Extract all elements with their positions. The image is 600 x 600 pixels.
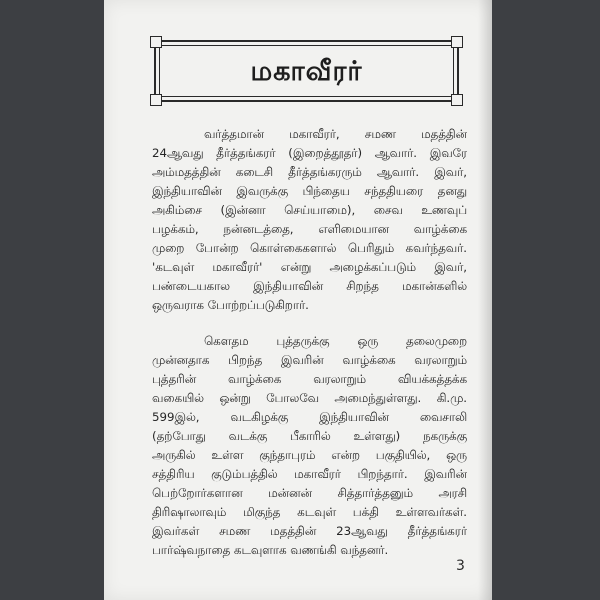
text-line: முன்னதாக பிறந்த இவரின் வாழ்க்கை வரலாறும் <box>152 353 467 367</box>
frame-corner-ornament <box>150 36 162 48</box>
book-page <box>104 0 492 600</box>
page-title: மகாவீரர் <box>250 56 363 87</box>
frame-corner-ornament <box>150 94 162 106</box>
text-line: இவர்கள் சமண மதத்தின் 23ஆவது தீர்த்தங்கரர் <box>152 524 467 538</box>
text-line: முறை போன்ற கொள்கைகளால் பெரிதும் கவர்ந்தவர். <box>152 241 467 255</box>
text-line: இந்தியாவின் இவருக்கு பிந்தைய சந்ததியரை தனது <box>152 184 467 198</box>
text-line: பழக்கம், நன்னடத்தை, எளிமையான வாழ்க்கை <box>152 222 467 236</box>
frame-corner-ornament <box>451 94 463 106</box>
text-line: 'கடவுள் மகாவீரர்' என்று அழைக்கப்படும் இவர், <box>152 260 467 274</box>
text-line: 599இல், வடகிழக்கு இந்தியாவின் வைசாலி <box>152 410 467 424</box>
text-line: (தற்போது வடக்கு பீகாரில் உள்ளது) நகருக்கு <box>152 429 467 443</box>
text-line: கௌதம புத்தருக்கு ஒரு தலைமுறை <box>204 334 467 348</box>
text-line: பார்ஷ்வநாதை கடவுளாக வணங்கி வந்தனர். <box>152 543 389 557</box>
text-line: பெற்றோர்களான மன்னன் சித்தார்த்தனும் அரசி <box>152 486 467 500</box>
page-gutter-shadow <box>478 0 492 600</box>
text-line: 24ஆவது தீர்த்தங்கரர் (இறைத்தூதர்) ஆவார். இவரே <box>152 146 467 160</box>
text-line: புத்தரின் வாழ்க்கை வரலாறும் வியக்கத்தக்க <box>152 372 467 386</box>
text-line: அகிம்சை (இன்னா செய்யாமை), சைவ உணவுப் <box>152 203 467 217</box>
text-line: திரிஷாலாவும் மிகுந்த கடவுள் பக்தி உள்ளவர்கள். <box>152 505 467 519</box>
text-line: பண்டையகால இந்தியாவின் சிறந்த மகான்களில் <box>152 279 467 293</box>
text-line: சத்திரிய குடும்பத்தில் மகாவீரர் பிறந்தார். இவரின் <box>152 467 467 481</box>
frame-corner-ornament <box>451 36 463 48</box>
text-line: அருகில் உள்ள குந்தாபுரம் என்ற பகுதியில், ஒரு <box>152 448 467 462</box>
text-line: அம்மதத்தின் கடைசி தீர்த்தங்கரரும் ஆவார். இவர், <box>152 165 467 179</box>
text-line: வகையில் ஒன்று போலவே அமைந்துள்ளது. கி.மு. <box>152 391 467 405</box>
text-line: வர்த்தமான் மகாவீரர், சமண மதத்தின் <box>204 127 467 141</box>
page-number: 3 <box>456 558 465 574</box>
paragraph-2 <box>152 332 467 560</box>
text-line: ஒருவராக போற்றப்படுகிறார். <box>152 298 309 312</box>
paragraph-1 <box>152 125 467 315</box>
title-frame <box>154 40 459 102</box>
